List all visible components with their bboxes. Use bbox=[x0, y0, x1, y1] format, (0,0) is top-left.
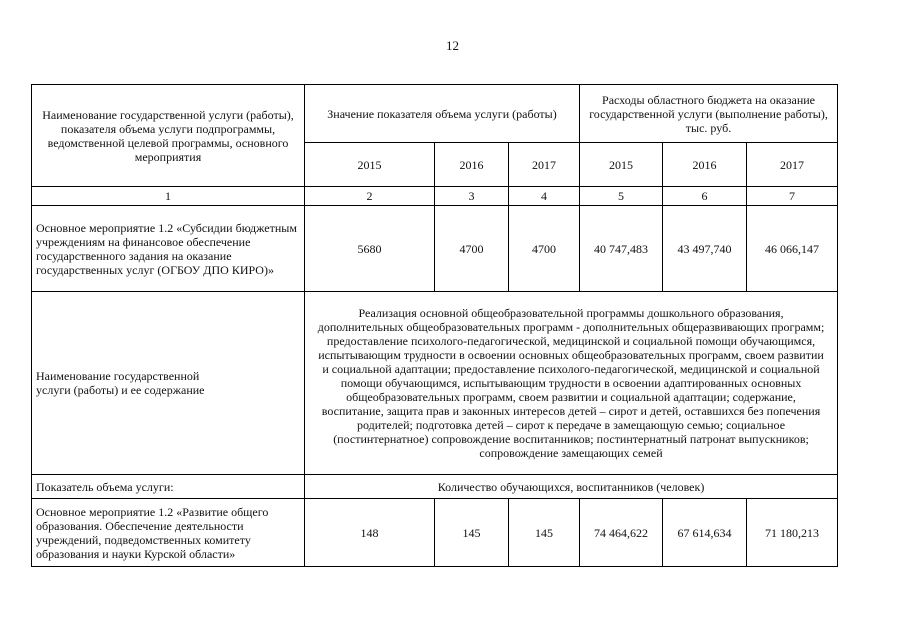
table-row bbox=[32, 206, 838, 292]
year-cell: 2016 bbox=[663, 143, 747, 187]
row-name-cell: Показатель объема услуги: bbox=[32, 475, 305, 499]
value-cell: 145 bbox=[435, 499, 509, 567]
value-cell: 71 180,213 bbox=[747, 499, 838, 567]
column-number: 2 bbox=[305, 187, 435, 206]
header-volume-group: Значение показателя объема услуги (работы) bbox=[305, 85, 580, 143]
table-row bbox=[32, 475, 838, 499]
value-cell: 40 747,483 bbox=[580, 206, 663, 292]
year-cell: 2017 bbox=[747, 143, 838, 187]
year-cell: 2016 bbox=[435, 143, 509, 187]
value-cell: 4700 bbox=[435, 206, 509, 292]
column-number: 3 bbox=[435, 187, 509, 206]
header-budget-group bbox=[580, 85, 838, 143]
table-row bbox=[32, 292, 838, 475]
column-number: 7 bbox=[747, 187, 838, 206]
year-cell: 2015 bbox=[580, 143, 663, 187]
header-row-1 bbox=[32, 85, 838, 143]
value-cell: 74 464,622 bbox=[580, 499, 663, 567]
column-number: 1 bbox=[32, 187, 305, 206]
value-cell: 148 bbox=[305, 499, 435, 567]
column-number: 6 bbox=[663, 187, 747, 206]
service-content-cell: Реализация основной общеобразовательной программы дошкольного образования, дополнительных общеобразовательных программ - дополнительных общеразвивающих программ; предоставление психолого-педагогической, медицинской и социальной помощи обучающимся, испытывающим трудности в освоении основных общеобразовательных программ, своем развитии и социальной адаптации; предоставление психолого-педагогической, медицинской и социальной помощи обучающимся, испытывающим трудности в освоении адаптированных основных общеобразовательных программ, своем развитии и социальной адаптации; содержание, воспитание, защита прав и законных интересов детей – сирот и детей, оставшихся без попечения родителей; подготовка детей – сирот к передаче в замещающую семью; социальное (постинтернатное) сопровождение воспитанников; постинтернатный патронат выпускников; сопровождение замещающих семей bbox=[305, 292, 838, 475]
header-budget-text: Расходы областного бюджета на оказание государственной услуги (выполнение работы), bbox=[589, 92, 828, 121]
row-name-cell: Наименование государственной услуги (работы) и ее содержание bbox=[32, 292, 305, 475]
budget-table bbox=[31, 84, 838, 567]
column-number-row bbox=[32, 187, 838, 206]
indicator-content-cell: Количество обучающихся, воспитанников (человек) bbox=[305, 475, 838, 499]
year-cell: 2017 bbox=[509, 143, 580, 187]
value-cell: 4700 bbox=[509, 206, 580, 292]
header-budget-unit: тыс. руб. bbox=[685, 120, 732, 135]
column-number: 5 bbox=[580, 187, 663, 206]
row-name-cell: Основное мероприятие 1.2 «Субсидии бюджетным учреждениям на финансовое обеспечение государственного задания на оказание государственных услуг (ОГБОУ ДПО КИРО)» bbox=[32, 206, 305, 292]
column-number: 4 bbox=[509, 187, 580, 206]
year-cell: 2015 bbox=[305, 143, 435, 187]
value-cell: 46 066,147 bbox=[747, 206, 838, 292]
value-cell: 67 614,634 bbox=[663, 499, 747, 567]
value-cell: 5680 bbox=[305, 206, 435, 292]
value-cell: 43 497,740 bbox=[663, 206, 747, 292]
value-cell: 145 bbox=[509, 499, 580, 567]
table-row bbox=[32, 499, 838, 567]
header-name-column: Наименование государственной услуги (работы), показателя объема услуги подпрограммы, ведомственной целевой программы, основного мероприятия bbox=[32, 85, 305, 187]
page-number: 12 bbox=[446, 38, 459, 53]
row-name-cell: Основное мероприятие 1.2 «Развитие общего образования. Обеспечение деятельности учреждений, подведомственных комитету образования и науки Курской области» bbox=[32, 499, 305, 567]
